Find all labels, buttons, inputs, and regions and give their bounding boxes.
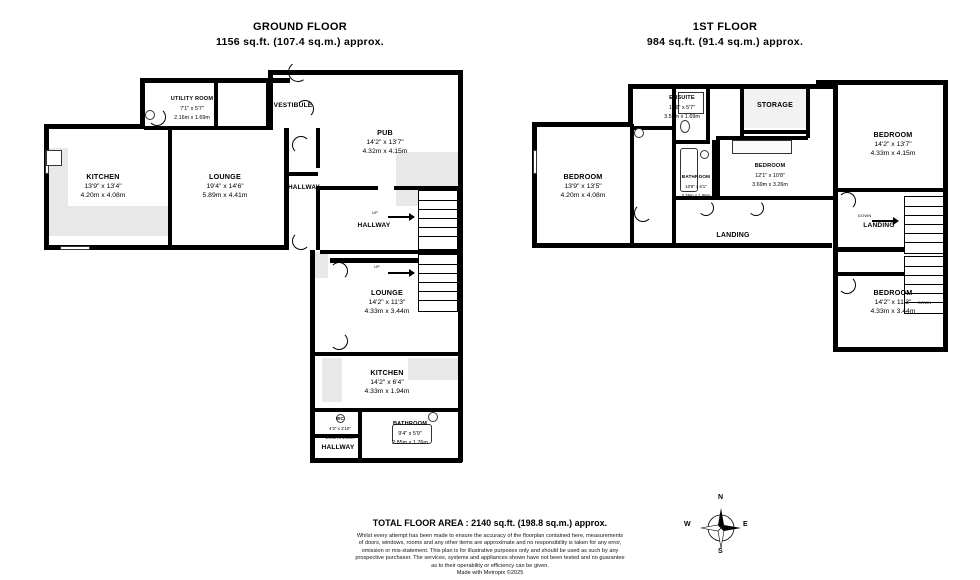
disclaimer-line-3: omission or mis-statement. This plan is for illustrative purposes only and should be used as such by any [361,547,619,554]
room-utility-room: UTILITY ROOM 7'1" x 5'7" 2.16m x 1.69m [170,96,214,121]
disclaimer-line-5: as to their operability or efficiency can be given. [431,562,549,569]
door-arc-kitchen-lower [330,332,348,350]
door-arc-bedroom-left [634,204,652,222]
stairs-down-label-first-2: DOWN [918,300,932,305]
disclaimer-text [0,533,980,577]
room-kitchen-lower: KITCHEN 14'2" x 6'4" 4.33m x 1.94m [364,368,410,395]
hob-kitchen-ground [46,150,62,166]
room-kitchen-ground: KITCHEN 13'9" x 13'4" 4.20m x 4.08m [80,172,126,199]
compass-west-label: W [684,521,691,528]
room-bathroom-ground: BATHROOM 9'4" x 5'9" 2.85m x 1.76m [392,421,428,446]
disclaimer-line-6: Made with Metropix ©2025 [456,570,524,577]
door-arc-bedroom-mid [748,200,764,216]
door-arc-bathroom-first [698,200,714,216]
staircase-ground-upper [418,190,458,250]
door-arc-hall-lower [292,232,310,250]
disclaimer-line-2: of doors, windows, rooms and any other items are approximate and no responsibility is taken for any error, [358,540,622,547]
sink-ensuite [634,128,644,138]
wardrobe-bedroom-mid [732,140,792,154]
room-storage: STORAGE [757,102,793,109]
ground-floor-title-text: GROUND FLOOR [252,21,348,33]
room-lounge-ground: LOUNGE 19'4" x 14'6" 5.89m x 4.41m [202,172,248,199]
compass-east-label: E [743,521,748,528]
first-floor-title-text: 1ST FLOOR [692,21,758,33]
room-landing-main: LANDING [716,232,750,239]
room-bedroom-right-bottom: BEDROOM 14'2" x 11'3" 4.33m x 3.44m [870,288,916,315]
room-hallway-3: HALLWAY [321,444,355,451]
stairs-down-label-first: DOWN [858,213,872,218]
disclaimer-line-1: Whilst every attempt has been made to ensure the accuracy of the floorplan contained here, measurements [356,533,624,539]
kitchen-units-shade-2 [68,206,172,236]
room-lounge-lower: LOUNGE 14'2" x 11'3" 4.33m x 3.44m [364,288,410,315]
window-bedroom-left [533,150,537,174]
room-bedroom-right-top: BEDROOM 14'2" x 13'7" 4.33m x 4.15m [870,130,916,157]
door-arc-bedroom-right [838,192,856,210]
first-floor-area: 984 sq.ft. (91.4 sq.m.) approx. [646,36,804,48]
ground-floor-area: 1156 sq.ft. (107.4 sq.m.) approx. [215,36,385,48]
stairs-up-label-ground-2: UP [374,264,380,269]
stairs-up-label-ground: UP [372,210,378,215]
room-bathroom-first: BATHROOM 10'8" x 6'1" 3.26m x 1.86m [681,174,711,198]
window-kitchen-bottom [60,246,90,250]
sink-bathroom-first [700,150,709,159]
compass-south-label: S [718,548,723,555]
door-arc-hall-lounge [292,136,310,154]
first-floor-plan [500,0,980,420]
total-floor-area: TOTAL FLOOR AREA : 2140 sq.ft. (198.8 sq.m.) approx. [372,518,608,528]
room-wc: WC 4'3" x 2'10" 1.44m x 1.03m [325,416,355,440]
disclaimer-line-4: prospective purchaser. The services, systems and appliances shown have not been tested and no guarantee [355,555,625,562]
staircase-first-upper [904,196,944,254]
door-arc-lounge-lower [330,262,348,280]
ground-floor-plan [0,0,490,490]
room-bedroom-left: BEDROOM 13'9" x 13'5" 4.20m x 4.08m [560,172,606,199]
room-pub: PUB 14'2" x 13'7" 4.32m x 4.15m [362,128,408,155]
sink-utility [145,110,155,120]
room-ensuite: ENSUITE 11'6" x 5'7" 3.51m x 1.69m [664,95,700,120]
room-hallway-1: HALLWAY [287,184,321,191]
room-landing-right: LANDING [863,222,895,229]
compass-north-label: N [718,494,724,501]
room-hallway-2: HALLWAY [357,222,391,229]
room-vestibule: VESTIBULE [273,102,313,109]
room-bedroom-mid: BEDROOM 12'1" x 10'8" 3.69m x 3.26m [752,163,788,188]
